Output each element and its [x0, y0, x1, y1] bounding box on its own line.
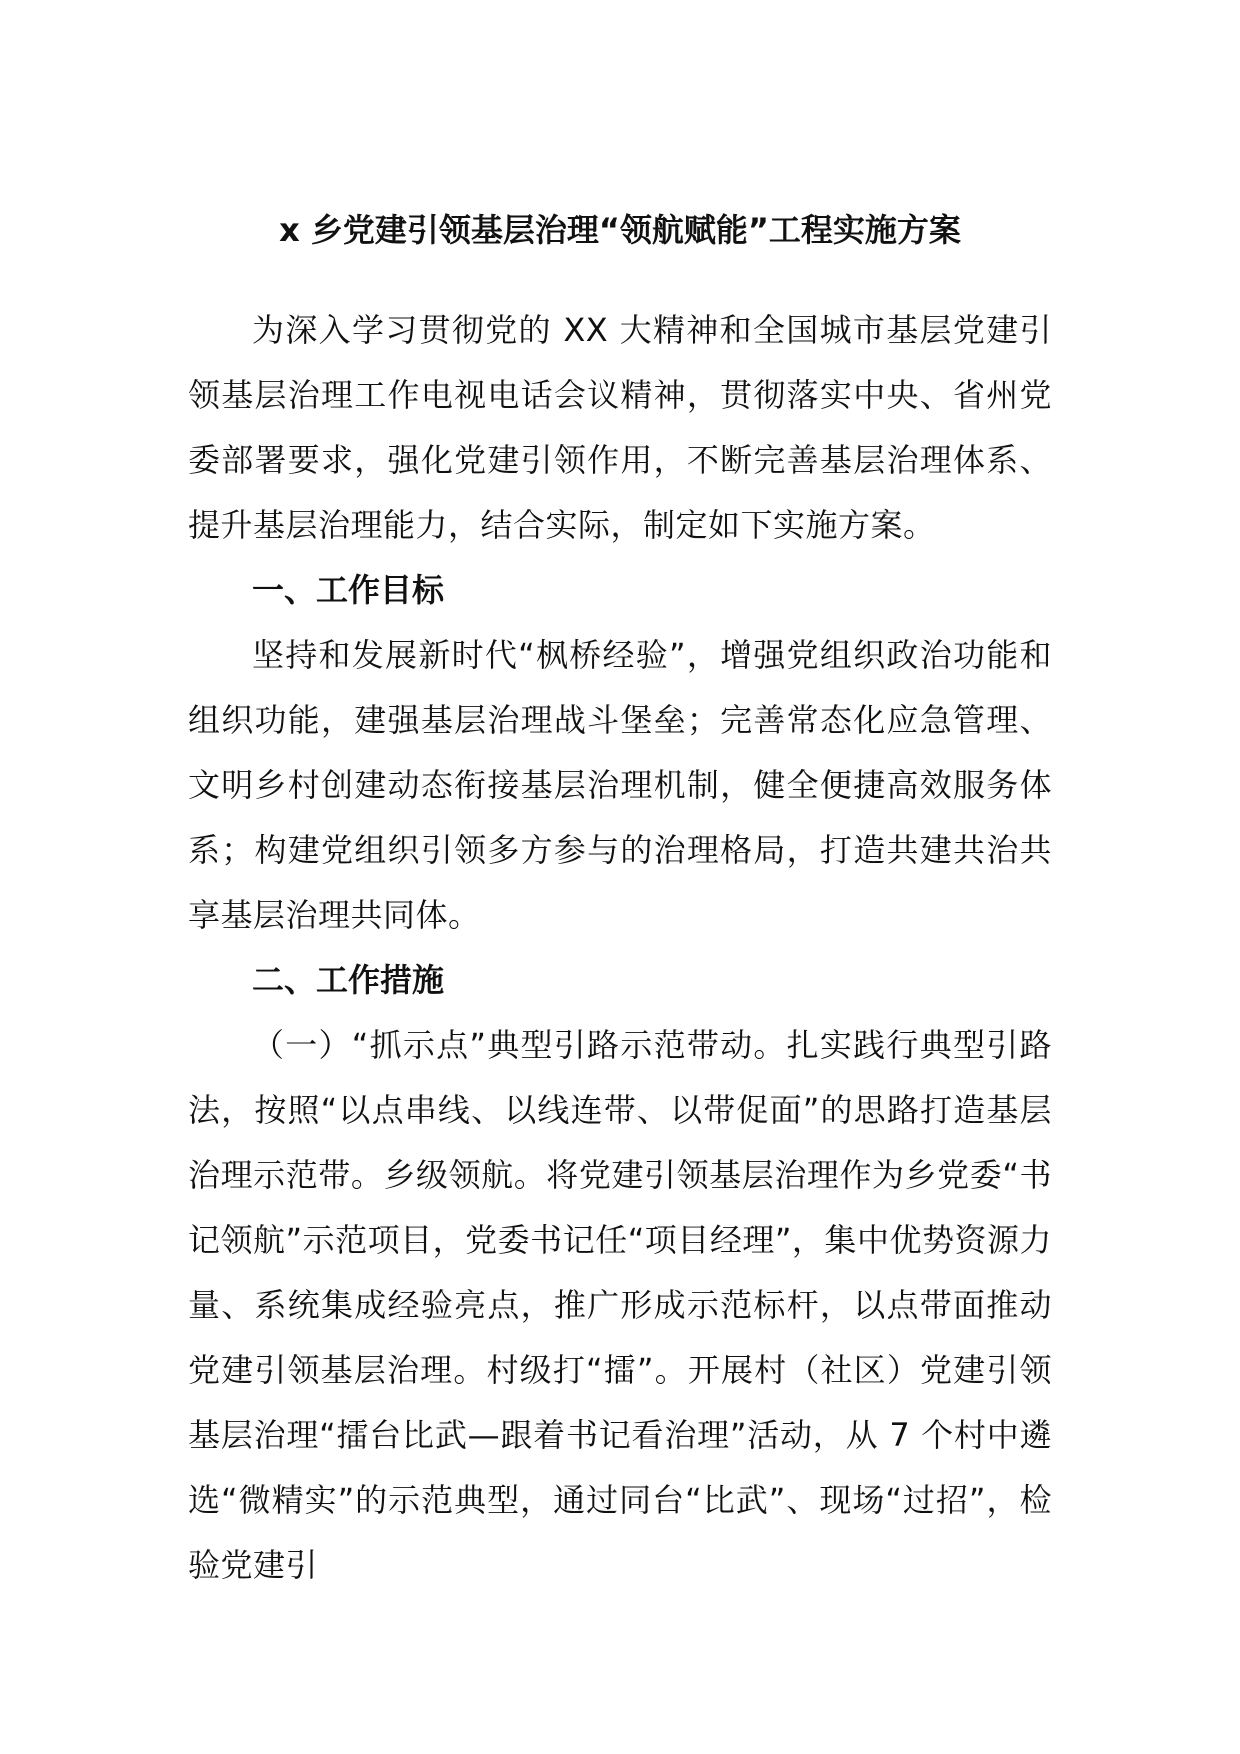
document-body — [188, 298, 1052, 1598]
intro-paragraph: 为深入学习贯彻党的 XX 大精神和全国城市基层党建引领基层治理工作电视电话会议精神，贯彻落实中央、省州党委部署要求，强化党建引领作用，不断完善基层治理体系、提升基层治理能力，结合实际，制定如下实施方案。 — [188, 311, 1052, 544]
section-heading-goals: 一、工作目标 — [252, 571, 445, 609]
goals-paragraph: 坚持和发展新时代“枫桥经验”，增强党组织政治功能和组织功能，建强基层治理战斗堡垒；完善常态化应急管理、文明乡村创建动态衔接基层治理机制，健全便捷高效服务体系；构建党组织引领多方参与的治理格局，打造共建共治共享基层治理共同体。 — [188, 636, 1052, 934]
measures-paragraph: （一）“抓示点”典型引路示范带动。扎实践行典型引路法，按照“以点串线、以线连带、以带促面”的思路打造基层治理示范带。乡级领航。将党建引领基层治理作为乡党委“书记领航”示范项目，党委书记任“项目经理”，集中优势资源力量、系统集成经验亮点，推广形成示范标杆，以点带面推动党建引领基层治理。村级打“擂”。开展村（社区）党建引领基层治理“擂台比武—跟着书记看治理”活动，从 7 个村中遴选“微精实”的示范典型，通过同台“比武”、现场“过招”，检验党建引 — [188, 1026, 1052, 1584]
document-title: x 乡党建引领基层治理“领航赋能”工程实施方案 — [279, 211, 961, 249]
section-heading-measures: 二、工作措施 — [252, 961, 445, 999]
